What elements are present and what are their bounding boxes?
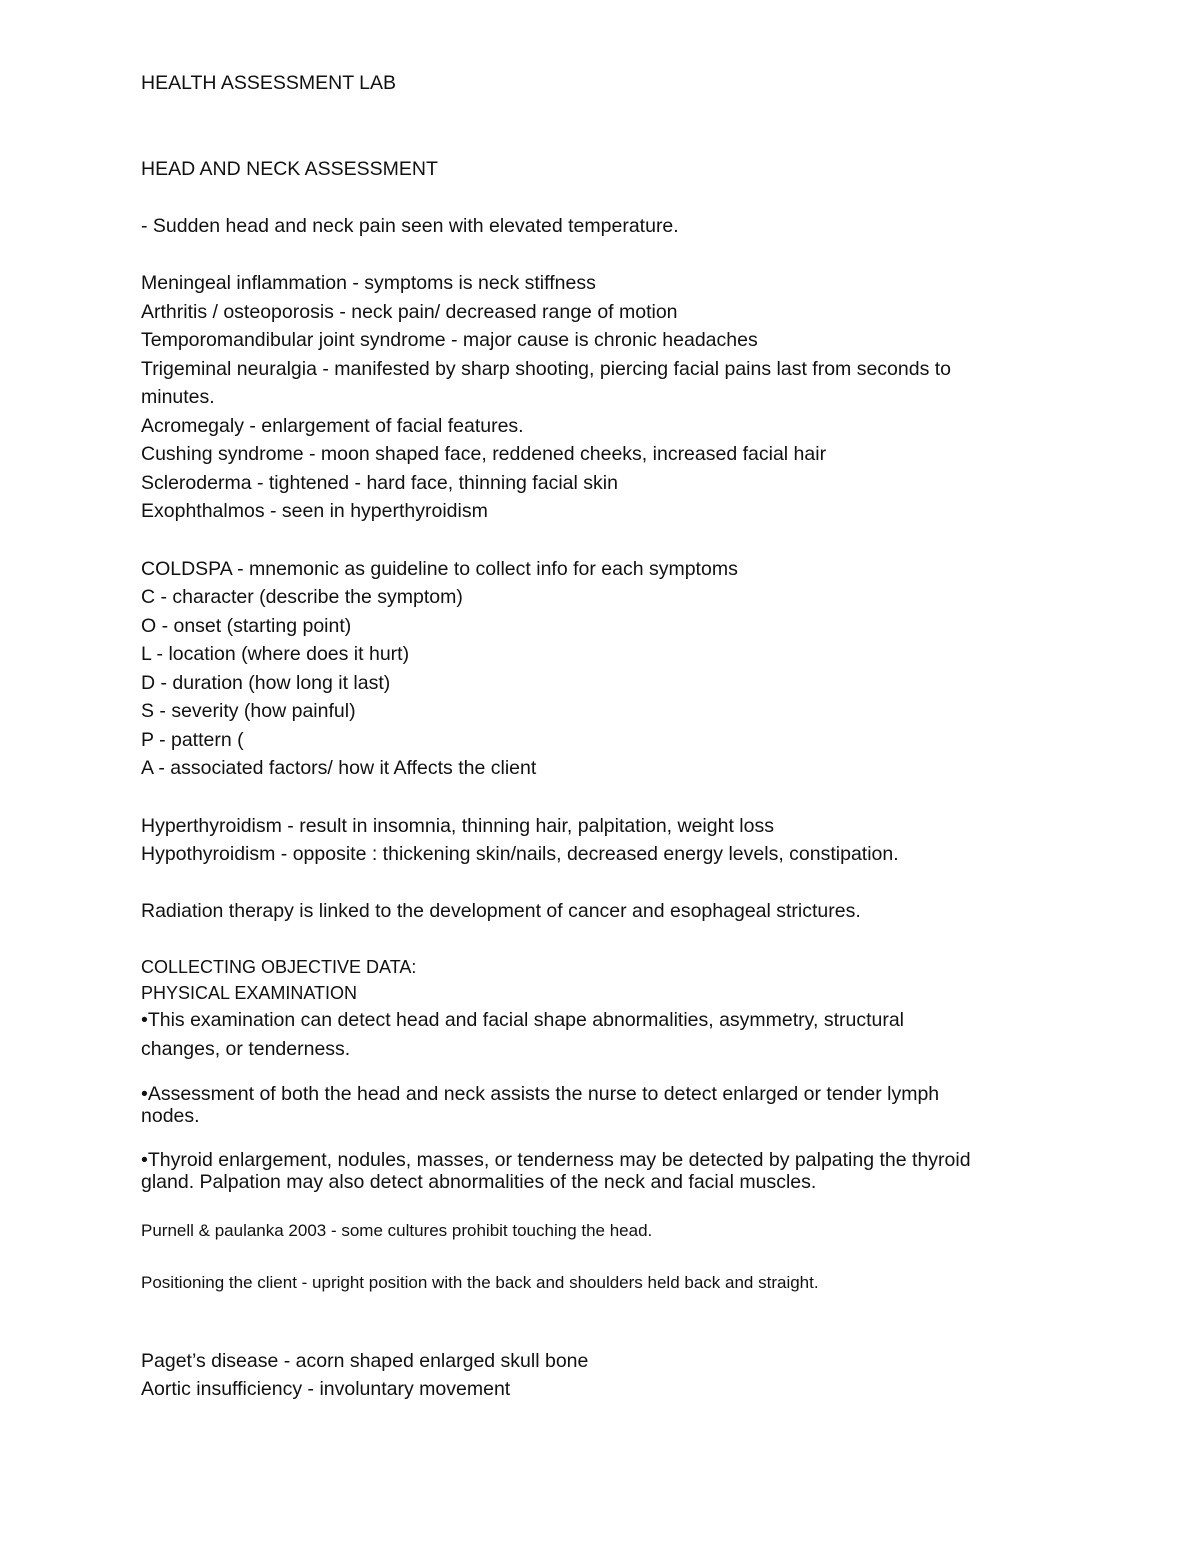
physical-exam-heading: PHYSICAL EXAMINATION	[141, 983, 358, 1003]
bullet-line: nodes.	[141, 1105, 200, 1127]
document-title: HEALTH ASSESSMENT LAB	[141, 72, 397, 94]
condition-line: Arthritis / osteoporosis - neck pain/ decreased range of motion	[141, 301, 678, 323]
condition-line: Trigeminal neuralgia - manifested by sharp shooting, piercing facial pains last from seconds to	[141, 358, 952, 380]
condition-line: Cushing syndrome - moon shaped face, reddened cheeks, increased facial hair	[141, 443, 827, 465]
bullet-line: gland. Palpation may also detect abnormalities of the neck and facial muscles.	[141, 1171, 817, 1193]
condition-line: Acromegaly - enlargement of facial features.	[141, 415, 524, 437]
final-line: Aortic insufficiency - involuntary movement	[141, 1378, 511, 1400]
condition-line: minutes.	[141, 386, 215, 408]
note-line: Positioning the client - upright position with the back and shoulders held back and straight.	[141, 1273, 819, 1292]
final-line: Paget’s disease - acorn shaped enlarged skull bone	[141, 1350, 589, 1372]
condition-line: Exophthalmos - seen in hyperthyroidism	[141, 500, 488, 522]
bullet-line: changes, or tenderness.	[141, 1038, 351, 1060]
condition-line: Scleroderma - tightened - hard face, thinning facial skin	[141, 472, 618, 494]
thyroid-line: Hyperthyroidism - result in insomnia, thinning hair, palpitation, weight loss	[141, 815, 774, 837]
section-heading: HEAD AND NECK ASSESSMENT	[141, 158, 438, 180]
bullet-line: •This examination can detect head and facial shape abnormalities, asymmetry, structural	[141, 1009, 905, 1031]
coldspa-item: A - associated factors/ how it Affects the client	[141, 757, 537, 779]
note-line: Purnell & paulanka 2003 - some cultures prohibit touching the head.	[141, 1221, 653, 1240]
condition-line: Meningeal inflammation - symptoms is neck stiffness	[141, 272, 596, 294]
objective-heading: COLLECTING OBJECTIVE DATA:	[141, 957, 417, 977]
condition-line: Temporomandibular joint syndrome - major cause is chronic headaches	[141, 329, 758, 351]
coldspa-heading: COLDSPA - mnemonic as guideline to collect info for each symptoms	[141, 558, 738, 580]
coldspa-item: O - onset (starting point)	[141, 615, 352, 637]
thyroid-line: Hypothyroidism - opposite : thickening skin/nails, decreased energy levels, constipation.	[141, 843, 899, 865]
radiation-line: Radiation therapy is linked to the development of cancer and esophageal strictures.	[141, 900, 861, 922]
coldspa-item: L - location (where does it hurt)	[141, 643, 410, 665]
coldspa-item: D - duration (how long it last)	[141, 672, 391, 694]
coldspa-item: C - character (describe the symptom)	[141, 586, 463, 608]
bullet-line: •Thyroid enlargement, nodules, masses, or tenderness may be detected by palpating the thyroid	[141, 1149, 971, 1171]
bullet-line: •Assessment of both the head and neck assists the nurse to detect enlarged or tender lymph	[141, 1083, 940, 1105]
coldspa-item: P - pattern (	[141, 729, 244, 751]
intro-line: - Sudden head and neck pain seen with elevated temperature.	[141, 215, 679, 237]
coldspa-item: S - severity (how painful)	[141, 700, 356, 722]
